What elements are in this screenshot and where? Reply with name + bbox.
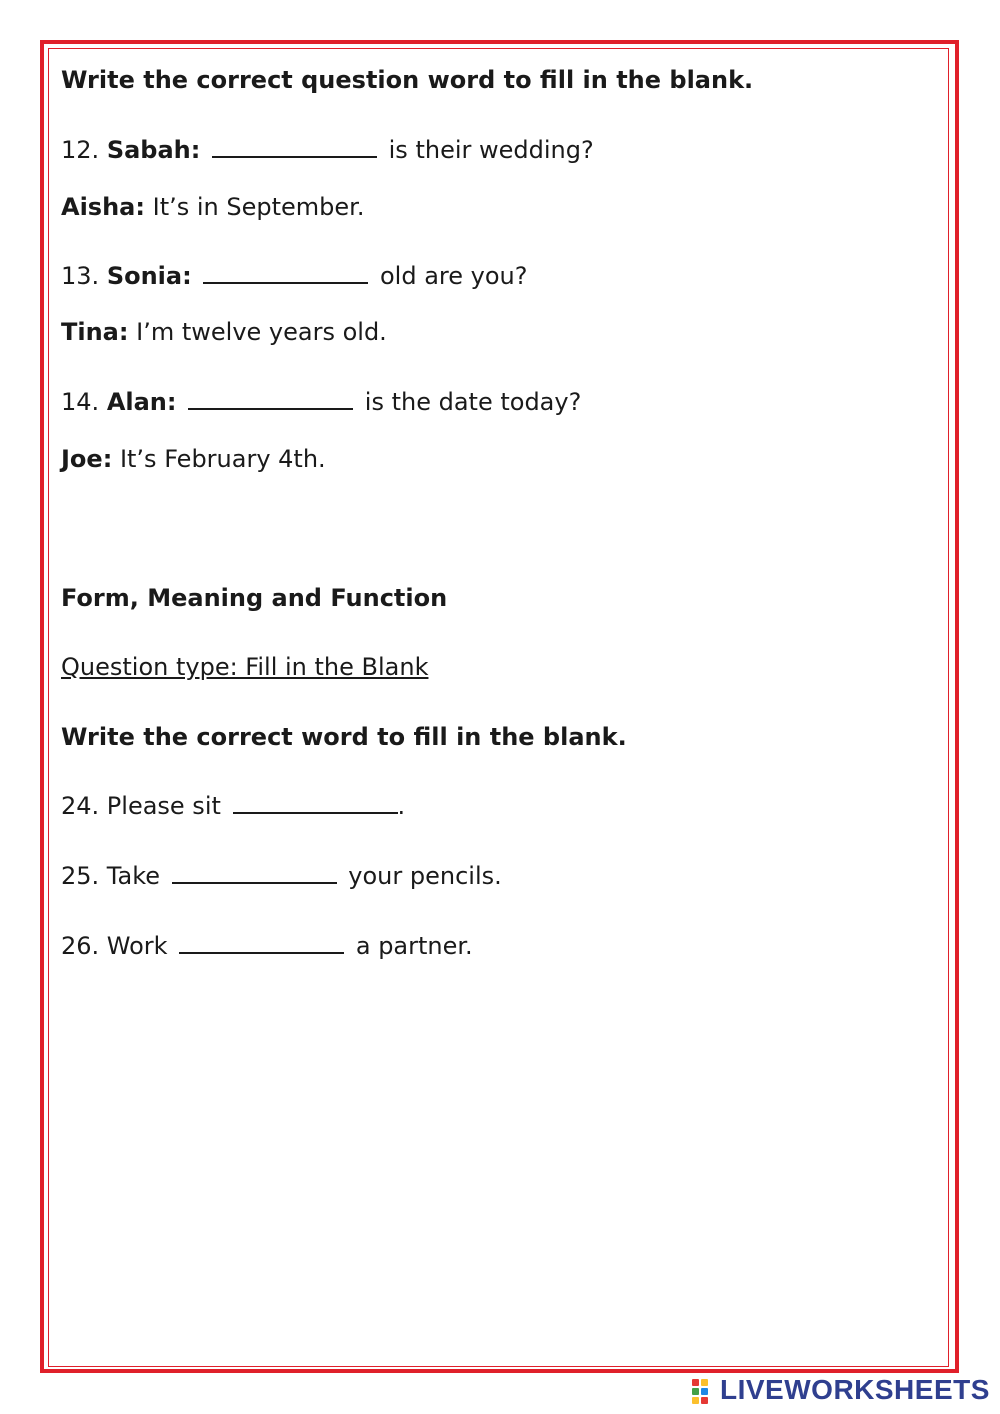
logo-grid-icon — [692, 1377, 716, 1403]
speaker-name: Tina: — [61, 318, 129, 346]
question-12 — [61, 132, 594, 168]
question-text: is the date today? — [364, 388, 582, 416]
answer-14 — [61, 441, 326, 477]
question-13 — [61, 258, 527, 294]
question-text: 25. Take — [61, 862, 160, 890]
speaker-name: Sabah: — [106, 136, 201, 164]
question-14 — [61, 384, 581, 420]
logo-cell — [701, 1397, 708, 1404]
question-text: a partner. — [355, 932, 473, 960]
question-text: 24. Please sit — [61, 792, 221, 820]
liveworksheets-logo — [692, 1373, 990, 1407]
speaker-name: Sonia: — [106, 262, 192, 290]
speaker-name: Alan: — [106, 388, 177, 416]
logo-cell — [692, 1388, 699, 1395]
question-number: 12. — [61, 136, 100, 164]
logo-cell — [701, 1388, 708, 1395]
logo-cell — [692, 1379, 699, 1386]
answer-blank-12[interactable] — [212, 132, 377, 158]
question-text: is their wedding? — [388, 136, 594, 164]
question-number: 14. — [61, 388, 100, 416]
section2-heading: Form, Meaning and Function — [61, 584, 448, 612]
answer-text: I’m twelve years old. — [136, 318, 387, 346]
speaker-name: Joe: — [61, 445, 113, 473]
answer-blank-13[interactable] — [203, 258, 368, 284]
brand-name: LIVEWORKSHEETS — [720, 1374, 990, 1405]
question-24 — [61, 788, 405, 824]
question-text: your pencils. — [348, 862, 502, 890]
answer-blank-24[interactable] — [233, 788, 398, 814]
answer-text: It’s February 4th. — [119, 445, 326, 473]
speaker-name: Aisha: — [61, 193, 145, 221]
question-26 — [61, 928, 473, 964]
answer-blank-14[interactable] — [188, 384, 353, 410]
logo-cell — [701, 1379, 708, 1386]
answer-text: It’s in September. — [152, 193, 365, 221]
question-text: . — [397, 792, 406, 820]
answer-blank-26[interactable] — [179, 928, 344, 954]
question-number: 13. — [61, 262, 100, 290]
logo-cell — [692, 1397, 699, 1404]
page-border-inner — [48, 48, 949, 1367]
section2-instruction: Write the correct word to fill in the blank. — [61, 723, 627, 751]
question-type-label: Question type: Fill in the Blank — [61, 653, 429, 681]
answer-blank-25[interactable] — [172, 858, 337, 884]
question-25 — [61, 858, 502, 894]
answer-12 — [61, 189, 364, 225]
question-text: 26. Work — [61, 932, 168, 960]
question-text: old are you? — [379, 262, 528, 290]
answer-13 — [61, 314, 387, 350]
section1-instruction: Write the correct question word to fill in the blank. — [61, 66, 754, 94]
